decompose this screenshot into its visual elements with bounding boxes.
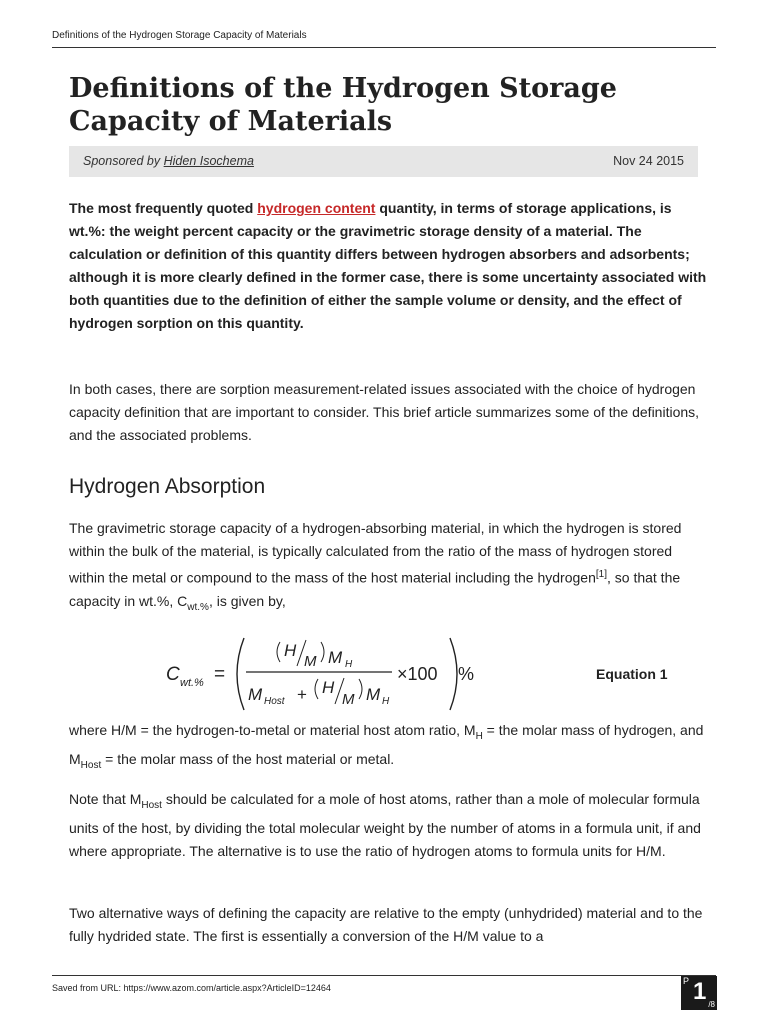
equation-1 <box>160 632 490 716</box>
equation-label: Equation 1 <box>596 666 668 682</box>
eq-den-paren-r <box>359 679 362 699</box>
def-sub-host: Host <box>80 759 102 771</box>
eq-den-m: M <box>248 685 263 704</box>
eq-num-mh-sub: H <box>345 659 353 670</box>
alternatives-paragraph: Two alternative ways of defining the capacity are relative to the empty (unhydrided) material and to the fully hydrided state. The first is essentially a conversion of the H/M value to a <box>69 905 703 944</box>
sponsor-link[interactable]: Hiden Isochema <box>163 154 254 168</box>
eq-times-100: ×100 <box>397 664 438 684</box>
reference-1[interactable]: [1] <box>595 569 607 580</box>
eq-num-paren-r <box>321 642 324 662</box>
note-paragraph <box>69 788 709 863</box>
absorption-text: The gravimetric storage capacity of a hydrogen-absorbing material, in which the hydrogen is stored within the bulk of the material, is typically calculated from the ratio of the mass of hydrogen stored within the metal or compound to the mass of the host material including the hydrogen <box>69 520 682 586</box>
eq-right-paren <box>450 638 457 710</box>
note-sub-host: Host <box>141 799 162 811</box>
absorption-text-end: , is given by, <box>208 592 286 609</box>
intro-paragraph: In both cases, there are sorption measurement-related issues associated with the choice of hydrogen capacity definition that are important to consider. This brief article summarizes some of the definitions, and the associated problems. <box>69 381 700 443</box>
eq-num-m: M <box>304 653 317 670</box>
eq-num-paren-l <box>277 642 280 662</box>
publish-date: Nov 24 2015 <box>613 154 684 168</box>
page-indicator <box>681 976 717 1010</box>
page-title <box>69 72 709 138</box>
sponsored-prefix: Sponsored by <box>83 154 161 168</box>
eq-c-sub: wt.% <box>180 677 204 689</box>
page-title-line-1: Definitions of the Hydrogen Storage <box>69 73 617 104</box>
eq-percent: % <box>458 664 475 684</box>
note-text-b: should be calculated for a mole of host atoms, rather than a mole of molecular formula units of the host, by dividing the total molecular weight by the number of atoms in a formula unit, if and where appropriate. The alternative is to use the ratio of hydrogen atoms to formula units for H/M. <box>69 791 701 859</box>
def-text-c: = the molar mass of the host material or metal. <box>101 750 395 767</box>
absorption-paragraph <box>69 517 709 618</box>
absorption-text-mid: , so that the capacity in wt.%, C <box>69 569 681 609</box>
header-divider <box>52 47 716 48</box>
eq-den-mh: M <box>366 685 381 704</box>
sponsor-line <box>83 154 254 168</box>
wt-subscript: wt.% <box>187 601 209 613</box>
def-text-b: = the molar mass of hydrogen, and M <box>69 722 704 767</box>
eq-den-host-sub: Host <box>264 696 285 707</box>
section-heading: Hydrogen Absorption <box>69 475 266 498</box>
eq-equals: = <box>214 664 226 685</box>
eq-c: C <box>166 664 180 685</box>
definitions-paragraph <box>69 719 709 777</box>
def-sub-h: H <box>475 730 483 742</box>
eq-left-paren <box>237 638 244 710</box>
sponsor-bar <box>69 146 698 177</box>
note-text-a: Note that M <box>69 791 142 807</box>
page-indicator-p: P <box>683 976 690 986</box>
eq-den-mh-sub: H <box>382 696 390 707</box>
saved-from-url: Saved from URL: https://www.azom.com/article.aspx?ArticleID=12464 <box>52 983 331 993</box>
lead-paragraph <box>69 197 709 335</box>
eq-den-paren-l <box>315 679 318 699</box>
lead-text-start: The most frequently quoted <box>69 200 258 216</box>
running-header: Definitions of the Hydrogen Storage Capacity of Materials <box>52 30 307 41</box>
page-total: /8 <box>708 1000 715 1009</box>
eq-den-m2: M <box>342 691 355 708</box>
lead-text-end: quantity, in terms of storage applications, is wt.%: the weight percent capacity or the gravimetric storage density of a material. The calculation or definition of this quantity differs between hydrogen absorbers and adsorbents; although it is more clearly defined in the former case, there is some uncertainty associated with both quantities due to the definition of either the sample volume or density, and the effect of hydrogen sorption on this quantity. <box>69 200 707 331</box>
page-number: 1 <box>693 978 707 1005</box>
footer-divider <box>52 975 716 976</box>
eq-num-h: H <box>284 641 297 660</box>
eq-den-plus: + <box>297 685 307 704</box>
hydrogen-content-link[interactable]: hydrogen content <box>257 200 376 216</box>
page-title-line-2: Capacity of Materials <box>69 106 393 137</box>
eq-den-h: H <box>322 678 335 697</box>
def-text-a: where H/M = the hydrogen-to-metal or material host atom ratio, M <box>69 722 476 738</box>
eq-num-mh: M <box>328 648 343 667</box>
